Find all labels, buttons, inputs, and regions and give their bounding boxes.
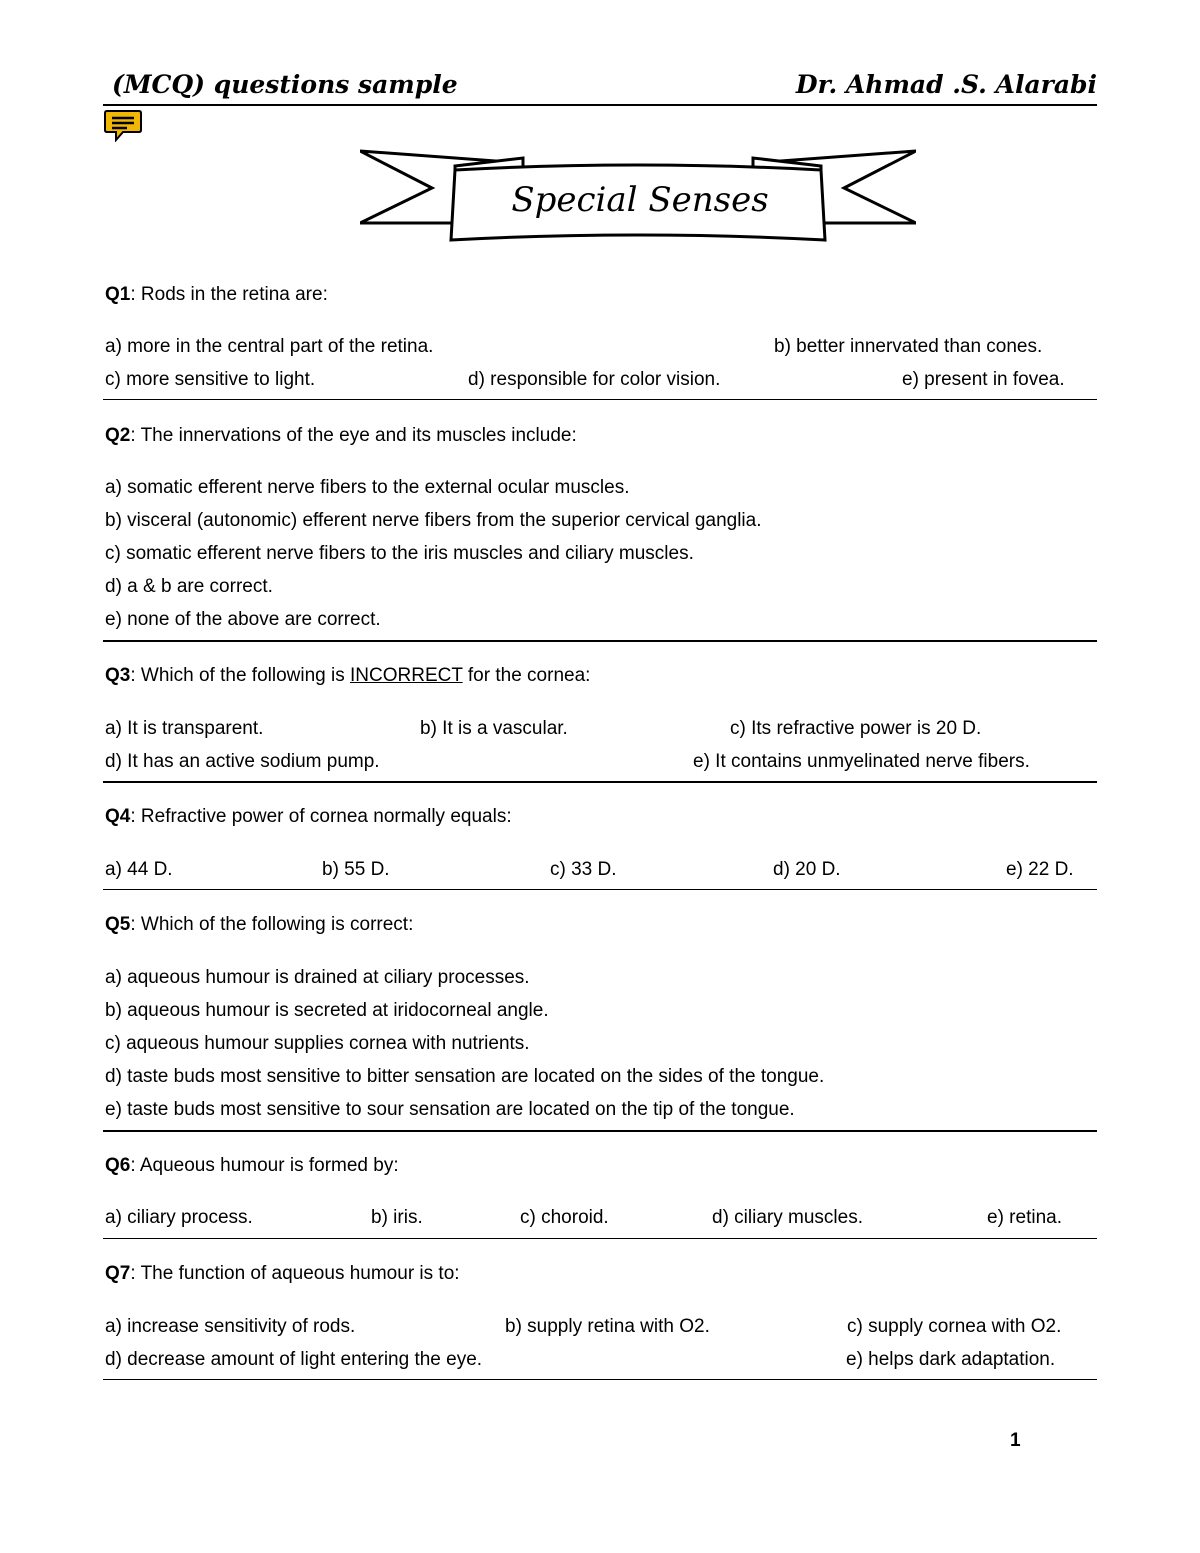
question-text: : Which of the following is correct: [130,914,414,935]
question-number: Q1 [105,284,131,305]
question-number: Q3 [105,665,131,686]
option-e: e) helps dark adaptation. [846,1349,1056,1370]
option-b: b) visceral (autonomic) efferent nerve fibers from the superior cervical ganglia. [105,510,762,531]
option-b: b) better innervated than cones. [774,336,1043,357]
question-4 [105,806,512,828]
banner-title: Special Senses [511,180,769,220]
option-d: d) decrease amount of light entering the eye. [105,1349,483,1370]
question-2 [105,425,577,447]
option-d: d) It has an active sodium pump. [105,751,380,772]
option-c: c) more sensitive to light. [105,369,316,390]
option-a: a) ciliary process. [105,1207,253,1228]
header-divider [103,104,1097,106]
option-a: a) aqueous humour is drained at ciliary processes. [105,967,530,988]
question-text: : Which of the following is [130,665,351,686]
option-b: b) supply retina with O2. [505,1316,710,1337]
option-e: e) present in fovea. [902,369,1065,390]
question-number: Q7 [105,1263,131,1284]
option-e: e) It contains unmyelinated nerve fibers. [693,751,1030,772]
question-number: Q4 [105,806,131,827]
option-c: c) somatic efferent nerve fibers to the iris muscles and ciliary muscles. [105,543,694,564]
option-d: d) taste buds most sensitive to bitter sensation are located on the sides of the tongue. [105,1066,825,1087]
question-number: Q5 [105,914,131,935]
question-text: : The function of aqueous humour is to: [130,1263,460,1284]
option-a: a) increase sensitivity of rods. [105,1316,356,1337]
option-c: c) choroid. [520,1207,609,1228]
option-d: d) 20 D. [773,859,841,880]
option-c: c) Its refractive power is 20 D. [730,718,982,739]
comment-note-icon [103,110,143,142]
question-text-end: for the cornea: [462,665,591,686]
option-c: c) supply cornea with O2. [847,1316,1062,1337]
option-b: b) aqueous humour is secreted at iridocorneal angle. [105,1000,549,1021]
option-a: a) It is transparent. [105,718,264,739]
question-7 [105,1263,460,1285]
option-e: e) taste buds most sensitive to sour sensation are located on the tip of the tongue. [105,1099,795,1120]
option-d: d) responsible for color vision. [468,369,721,390]
option-c: c) 33 D. [550,859,617,880]
option-a: a) somatic efferent nerve fibers to the external ocular muscles. [105,477,630,498]
option-a: a) 44 D. [105,859,173,880]
question-divider [103,889,1097,890]
option-e: e) none of the above are correct. [105,609,381,630]
question-divider [103,1130,1097,1132]
header-left-title: (MCQ) questions sample [112,70,458,99]
option-c: c) aqueous humour supplies cornea with nutrients. [105,1033,530,1054]
question-divider [103,1238,1097,1239]
question-emphasis: INCORRECT [350,665,463,686]
question-text: : Refractive power of cornea normally equals: [130,806,512,827]
question-6 [105,1155,399,1177]
option-d: d) a & b are correct. [105,576,273,597]
header-author: Dr. Ahmad .S. Alarabi [795,70,1097,99]
question-divider [103,1379,1097,1380]
question-text: : Rods in the retina are: [130,284,328,305]
option-e: e) retina. [987,1207,1062,1228]
question-divider [103,781,1097,783]
option-b: b) 55 D. [322,859,390,880]
question-3 [105,665,590,687]
option-a: a) more in the central part of the retina. [105,336,434,357]
question-number: Q6 [105,1155,131,1176]
option-d: d) ciliary muscles. [712,1207,863,1228]
question-divider [103,399,1097,400]
question-number: Q2 [105,425,131,446]
page-number: 1 [1010,1430,1021,1451]
option-b: b) iris. [371,1207,423,1228]
question-divider [103,640,1097,642]
question-text: : The innervations of the eye and its muscles include: [130,425,577,446]
question-text: : Aqueous humour is formed by: [130,1155,399,1176]
question-1 [105,284,328,306]
option-b: b) It is a vascular. [420,718,568,739]
question-5 [105,914,413,936]
option-e: e) 22 D. [1006,859,1074,880]
